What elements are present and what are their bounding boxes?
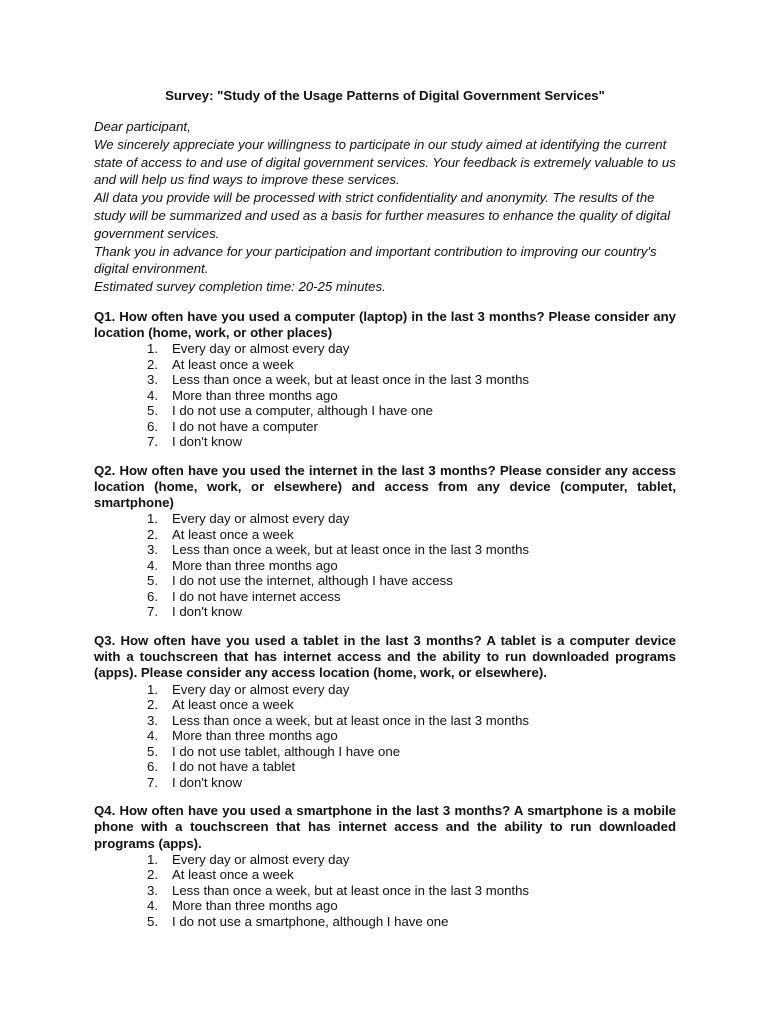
option-number: 1. [147, 341, 158, 357]
option-label: Every day or almost every day [172, 681, 350, 697]
option-number: 6. [147, 759, 158, 775]
question-q1 [94, 309, 676, 450]
option-label: I don't know [172, 434, 242, 450]
answer-option [94, 775, 676, 791]
answer-option [94, 403, 676, 419]
option-number: 3. [147, 542, 158, 558]
answer-option [94, 434, 676, 450]
option-number: 3. [147, 372, 158, 388]
option-label: More than three months ago [172, 728, 338, 744]
option-number: 3. [147, 712, 158, 728]
answer-option [94, 388, 676, 404]
option-label: More than three months ago [172, 387, 338, 403]
answer-option [94, 604, 676, 620]
question-text: Q3. How often have you used a tablet in the last 3 months? A tablet is a computer device with a touchscreen that has internet access and the ability to run downloaded programs (apps). Please consider any access location (home, work, or elsewhere). [94, 632, 676, 681]
option-number: 1. [147, 511, 158, 527]
option-number: 7. [147, 774, 158, 790]
option-number: 4. [147, 728, 158, 744]
answer-option [94, 527, 676, 543]
option-number: 3. [147, 882, 158, 898]
intro-paragraph: Dear participant, [94, 119, 191, 134]
option-label: At least once a week [172, 697, 294, 713]
option-number: 6. [147, 418, 158, 434]
answer-options [94, 682, 676, 791]
option-number: 5. [147, 573, 158, 589]
option-number: 1. [147, 681, 158, 697]
option-number: 1. [147, 851, 158, 867]
answer-option [94, 898, 676, 914]
option-label: I do not use a computer, although I have one [172, 403, 434, 419]
option-label: I don't know [172, 604, 242, 620]
intro-paragraph: All data you provide will be processed with strict confidentiality and anonymity. The results of the study will be summarized and used as a basis for further measures to enhance the quality of digital government services. [94, 190, 671, 241]
answer-option [94, 759, 676, 775]
option-label: I do not use tablet, although I have one [172, 743, 401, 759]
intro-paragraph: We sincerely appreciate your willingness to participate in our study aimed at identifying the current state of access to and use of digital government services. Your feedback is extremely valuable to us and will help us find ways to improve these services. [94, 136, 676, 188]
option-label: At least once a week [172, 867, 294, 883]
option-label: I do not have a tablet [172, 759, 296, 775]
option-label: Less than once a week, but at least once in the last 3 months [172, 372, 530, 388]
option-label: Every day or almost every day [172, 341, 350, 357]
answer-option [94, 419, 676, 435]
option-number: 4. [147, 898, 158, 914]
option-label: At least once a week [172, 526, 294, 542]
option-number: 5. [147, 403, 158, 419]
option-label: I don't know [172, 774, 242, 790]
answer-option [94, 372, 676, 388]
option-number: 2. [147, 356, 158, 372]
answer-option [94, 744, 676, 760]
answer-option [94, 511, 676, 527]
option-number: 7. [147, 604, 158, 620]
question-q3 [94, 633, 676, 790]
option-label: Less than once a week, but at least once in the last 3 months [172, 882, 530, 898]
option-label: Every day or almost every day [172, 851, 350, 867]
answer-option [94, 728, 676, 744]
option-label: Less than once a week, but at least once in the last 3 months [172, 542, 530, 558]
answer-option [94, 357, 676, 373]
intro-text [94, 118, 676, 296]
option-label: I do not have internet access [172, 588, 341, 604]
question-text: Q2. How often have you used the internet in the last 3 months? Please consider any access location (home, work, or elsewhere) and access from any device (computer, tablet, smartphone) [94, 462, 676, 511]
option-number: 2. [147, 697, 158, 713]
answer-option [94, 697, 676, 713]
option-number: 2. [147, 526, 158, 542]
question-q4 [94, 803, 676, 929]
answer-option [94, 589, 676, 605]
question-text: Q1. How often have you used a computer (laptop) in the last 3 months? Please consider any location (home, work, or other places) [94, 308, 676, 341]
option-number: 4. [147, 387, 158, 403]
option-number: 5. [147, 743, 158, 759]
option-number: 6. [147, 588, 158, 604]
option-label: More than three months ago [172, 557, 338, 573]
option-label: At least once a week [172, 356, 294, 372]
question-text: Q4. How often have you used a smartphone in the last 3 months? A smartphone is a mobile phone with a touchscreen that has internet access and the ability to run downloaded programs (apps). [94, 803, 676, 851]
answer-option [94, 713, 676, 729]
option-label: I do not use the internet, although I have access [172, 573, 453, 589]
answer-option [94, 341, 676, 357]
option-label: More than three months ago [172, 898, 338, 914]
option-label: I do not use a smartphone, although I have one [172, 913, 449, 929]
intro-paragraph: Thank you in advance for your participation and important contribution to improving our country's digital environment. [94, 243, 657, 277]
answer-options [94, 341, 676, 450]
question-list [94, 309, 676, 929]
option-number: 4. [147, 557, 158, 573]
page-title: Survey: "Study of the Usage Patterns of Digital Government Services" [165, 88, 605, 103]
answer-option [94, 883, 676, 899]
answer-options [94, 852, 676, 930]
answer-option [94, 682, 676, 698]
question-q2 [94, 463, 676, 620]
intro-paragraph: Estimated survey completion time: 20-25 minutes. [94, 279, 386, 295]
answer-option [94, 852, 676, 868]
answer-option [94, 558, 676, 574]
answer-option [94, 573, 676, 589]
option-number: 7. [147, 434, 158, 450]
option-label: I do not have a computer [172, 418, 318, 434]
answer-option [94, 542, 676, 558]
answer-options [94, 511, 676, 620]
option-label: Less than once a week, but at least once in the last 3 months [172, 712, 530, 728]
answer-option [94, 914, 676, 930]
option-number: 5. [147, 913, 158, 929]
option-number: 2. [147, 867, 158, 883]
option-label: Every day or almost every day [172, 511, 350, 527]
answer-option [94, 867, 676, 883]
